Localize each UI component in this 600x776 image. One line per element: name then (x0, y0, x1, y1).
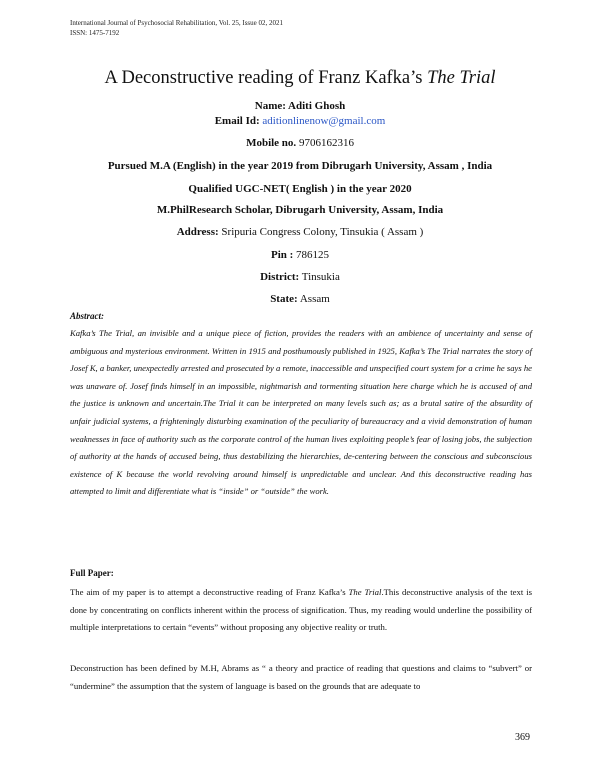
journal-issn: ISSN: 1475-7192 (70, 29, 120, 37)
journal-citation: International Journal of Psychosocial Rehabilitation, Vol. 25, Issue 02, 2021 (70, 19, 284, 27)
author-state: State: Assam (270, 293, 330, 305)
full-paper-paragraph-2: Deconstruction has been defined by M.H, Abrams as “ a theory and practice of reading that questions and claims to “subvert” or “undermine” the assumption that the system of language is based on the grounds that are adequate to (70, 663, 532, 691)
full-paper-paragraph-1: The aim of my paper is to attempt a deconstructive reading of Franz Kafka’s The Trial.This deconstructive analysis of the text is done by concentrating on conflicts inherent within the process of signification. Thus, my reading would underline the possibility of multiple interpretations to certain “events” without proposing any objective reality or truth. (70, 587, 533, 633)
author-district: District: Tinsukia (260, 271, 340, 283)
author-qualification: Qualified UGC-NET( English ) in the year 2020 (188, 183, 412, 195)
pin-value: 786125 (296, 249, 330, 261)
title-main: A Deconstructive reading of Franz Kafka’s (104, 68, 428, 88)
paper-title (0, 68, 600, 89)
author-mobile: Mobile no. 9706162316 (246, 137, 354, 149)
email-link[interactable]: aditionlinenow@gmail.com (262, 115, 386, 127)
district-value: Tinsukia (301, 271, 340, 283)
p1-title-italic: The Trial (348, 587, 382, 597)
author-pin: Pin : 786125 (270, 249, 330, 261)
abstract-text: Kafka’s The Trial, an invisible and a unique piece of fiction, provides the readers with an ambience of uncertainty and sense of ambiguous and mysterious environment. Written in 1915 and posthumously published in 1925, Kafka’s The Trial narrates the story of Josef K, a banker, unexpectedly arrested and prosecuted by a remote, inaccessible and unspecified court system for a crime he says he was unaware of. Josef finds himself in an impossible, nightmarish and tormenting situation here charge which he is accused of and the justice is unknown and uncertain.The Trial it can be interpreted on many levels such as; as a brutal satire of the absurdity of unfair judicial systems, a frighteningly disturbing examination of the peculiarity of bureaucracy and a vivid demonstration of human weaknesses in face of authority such as the corporate control of the human lives exploiting people’s fear of losing jobs, the subjection of authority at the hands of accused being, thus destabilizing the hierarchies, de-centering between the conscious and subconscious existence of K because the world revolving around himself is unpredictable and unclear. And this deconstructive reading has attempted to limit and differentiate what is “inside” or “outside” the work. (70, 328, 532, 497)
title-italic: The Trial (427, 68, 496, 88)
author-name: Name: Aditi Ghosh (254, 100, 346, 112)
author-email: Email Id: aditionlinenow@gmail.com (214, 115, 386, 127)
page-number: 369 (515, 732, 530, 743)
address-value: Sripuria Congress Colony, Tinsukia ( Assam ) (221, 226, 424, 238)
author-position: M.PhilResearch Scholar, Dibrugarh University, Assam, India (156, 204, 444, 216)
journal-header (70, 18, 283, 38)
abstract-label: Abstract: (70, 311, 105, 321)
mobile-value: 9706162316 (298, 137, 354, 149)
author-education: Pursued M.A (English) in the year 2019 from Dibrugarh University, Assam , India (107, 160, 493, 172)
author-address: Address: Sripuria Congress Colony, Tinsukia ( Assam ) (176, 226, 424, 238)
full-paper-label: Full Paper: (70, 568, 114, 578)
state-value: Assam (299, 293, 330, 305)
